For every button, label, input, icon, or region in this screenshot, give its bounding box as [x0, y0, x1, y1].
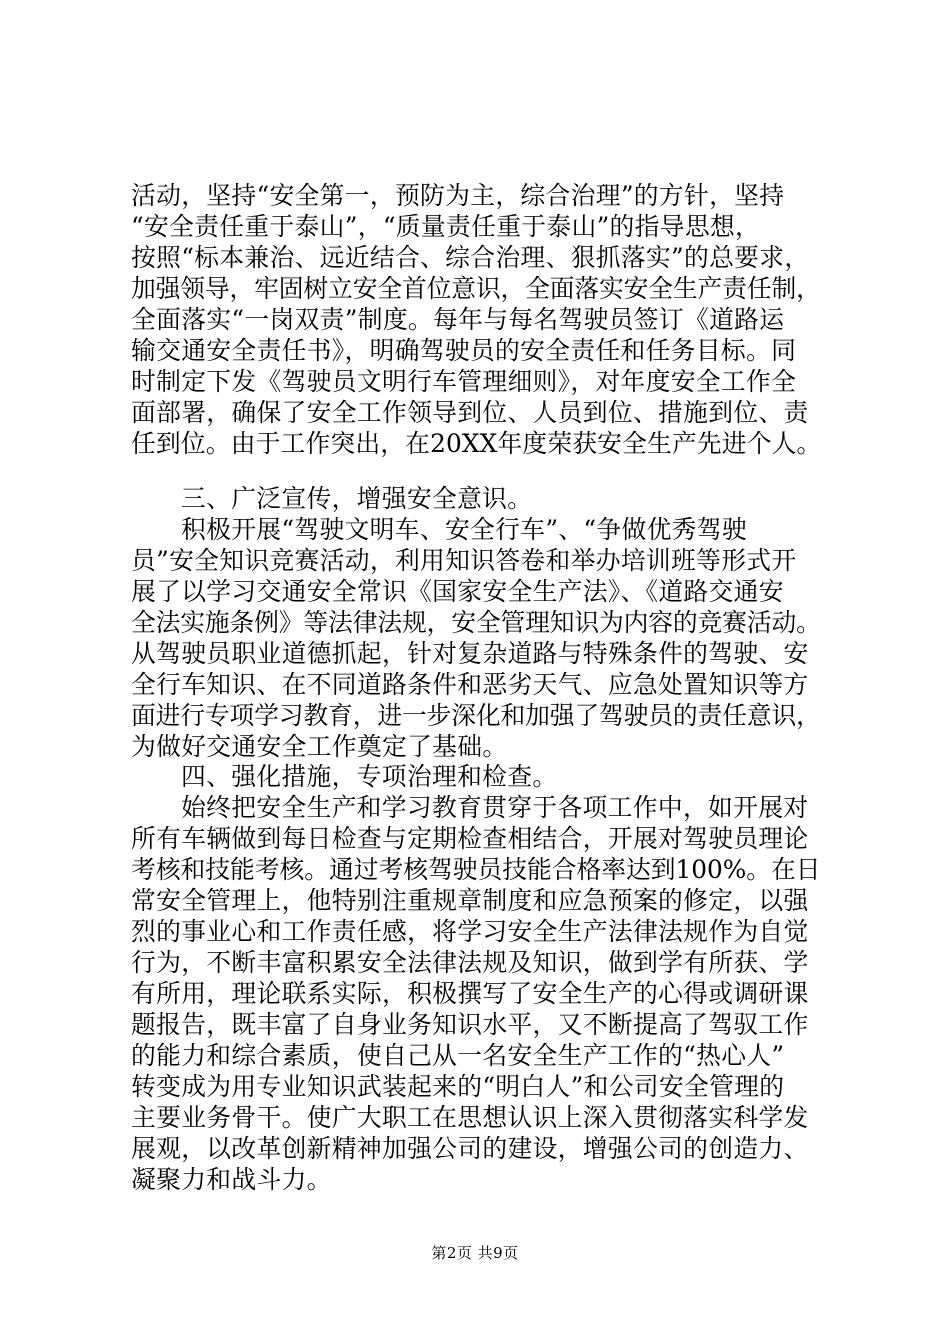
text-line: 展了以学习交通安全常识《国家安全生产法》、《道路交通安 — [131, 577, 784, 606]
text-line: 面进行专项学习教育，进一步深化和加强了驾驶员的责任意识， — [131, 701, 821, 730]
page-footer — [0, 1243, 950, 1263]
paragraph-publicity — [131, 514, 831, 762]
paragraph-inspection — [131, 792, 831, 1195]
paragraph-safety-responsibility — [131, 180, 831, 459]
text-line: 时制定下发《驾驶员文明行车管理细则》，对年度安全工作全 — [131, 367, 797, 396]
section-heading-3 — [131, 483, 831, 514]
text-line: 转变成为用专业知识武装起来的“明白人”和公司安全管理的 — [131, 1072, 785, 1101]
text-line: 烈的事业心和工作责任感，将学习安全生产法律法规作为自觉 — [131, 917, 809, 946]
text-line: 员”安全知识竞赛活动，利用知识答卷和举办培训班等形式开 — [131, 546, 797, 575]
text-line: 行为，不断丰富积累安全法律法规及知识，做到学有所获、学 — [131, 948, 809, 977]
text-line: 常安全管理上，他特别注重规章制度和应急预案的修定，以强 — [131, 886, 809, 915]
text-line: 展观，以改革创新精神加强公司的建设，增强公司的创造力、 — [131, 1134, 809, 1163]
text-line: 所有车辆做到每日检查与定期检查相结合，开展对驾驶员理论 — [131, 824, 809, 853]
text-line: 考核和技能考核。通过考核驾驶员技能合格率达到100%。在日 — [131, 855, 821, 884]
text-line: 面部署，确保了安全工作领导到位、人员到位、措施到位、责 — [131, 398, 809, 427]
page-number: 第2页 共9页 — [431, 1244, 519, 1262]
text-line: 加强领导，牢固树立安全首位意识，全面落实安全生产责任制， — [131, 274, 821, 303]
text-line: 积极开展“驾驶文明车、安全行车”、“争做优秀驾驶 — [181, 515, 747, 544]
text-line: 全面落实“一岗双责”制度。每年与每名驾驶员签订《道路运 — [131, 305, 785, 334]
text-line: 为做好交通安全工作奠定了基础。 — [131, 732, 508, 761]
text-line: 始终把安全生产和学习教育贯穿于各项工作中，如开展对 — [181, 793, 809, 822]
text-line: 有所用，理论联系实际，积极撰写了安全生产的心得或调研课 — [131, 979, 809, 1008]
text-line: 凝聚力和战斗力。 — [131, 1165, 332, 1194]
text-line: 全行车知识、在不同道路条件和恶劣天气、应急处置知识等方 — [131, 670, 809, 699]
text-line: 输交通安全责任书》，明确驾驶员的安全责任和任务目标。同 — [131, 336, 797, 365]
text-line: 主要业务骨干。使广大职工在思想认识上深入贯彻落实科学发 — [131, 1103, 809, 1132]
heading-text: 四、强化措施，专项治理和检查。 — [181, 762, 558, 791]
text-line: 活动，坚持“安全第一，预防为主，综合治理”的方针，坚持 — [131, 181, 785, 210]
text-line: 的能力和综合素质，使自己从一名安全生产工作的“热心人” — [131, 1041, 785, 1070]
text-line: “安全责任重于泰山”，“质量责任重于泰山”的指导思想， — [131, 212, 761, 241]
text-line: 从驾驶员职业道德抓起，针对复杂道路与特殊条件的驾驶、安 — [131, 639, 809, 668]
heading-text: 三、广泛宣传，增强安全意识。 — [181, 484, 533, 513]
text-line: 任到位。由于工作突出，在20XX年度荣获安全生产先进个人。 — [131, 429, 822, 458]
section-heading-4 — [131, 761, 831, 792]
text-line: 全法实施条例》等法律法规，安全管理知识为内容的竞赛活动。 — [131, 608, 821, 637]
text-line: 按照“标本兼治、远近结合、综合治理、狠抓落实”的总要求， — [131, 243, 810, 272]
text-line: 题报告，既丰富了自身业务知识水平，又不断提高了驾驭工作 — [131, 1010, 809, 1039]
